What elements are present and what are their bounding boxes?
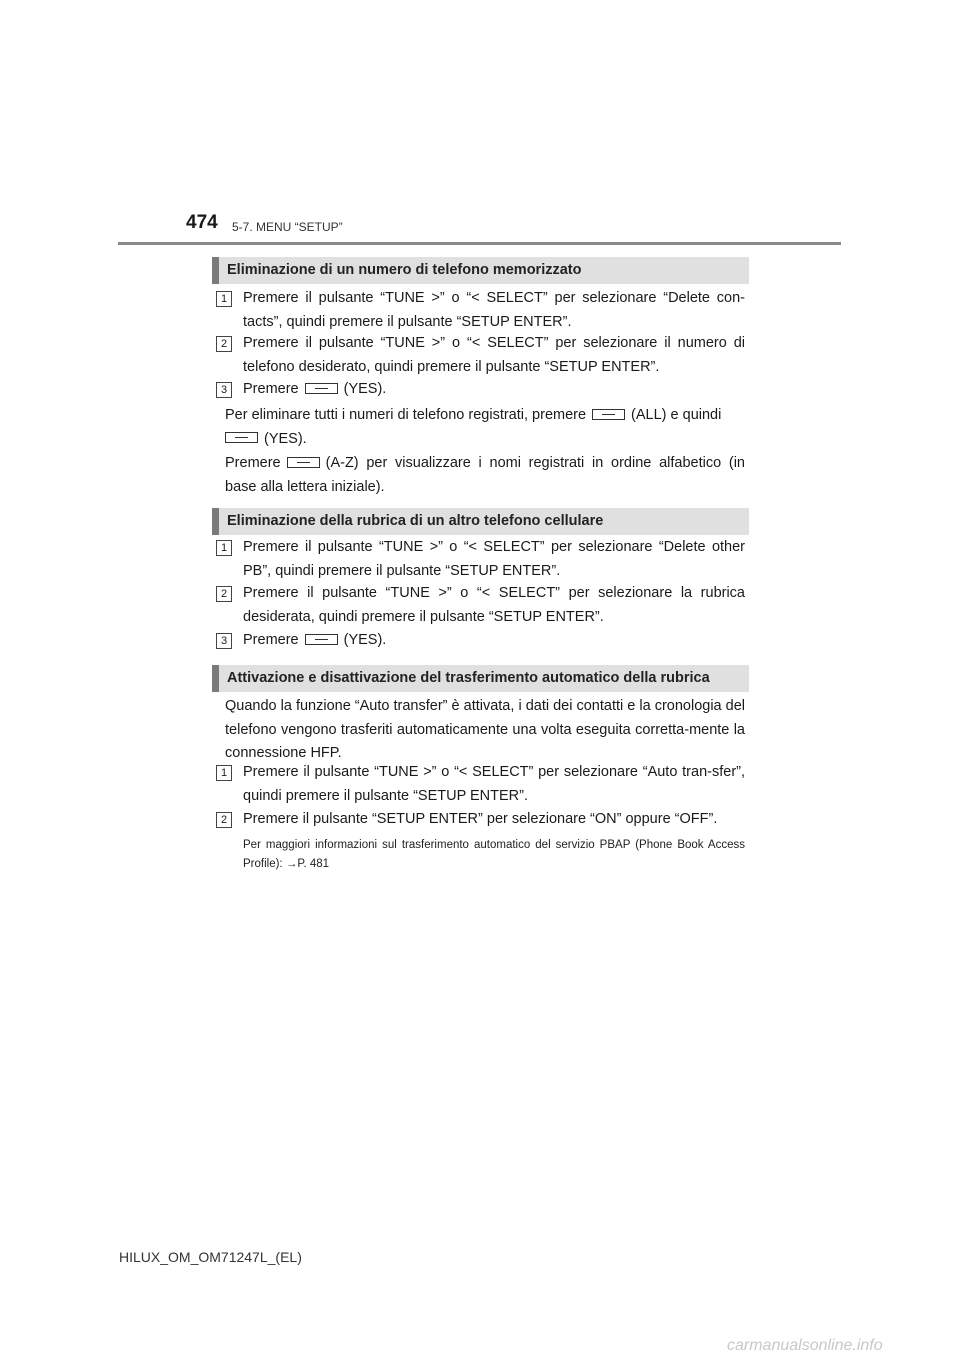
- paragraph: [225, 404, 745, 451]
- header-divider: [118, 242, 841, 245]
- page-number: 474: [186, 212, 218, 233]
- step-text-after: (YES).: [343, 632, 387, 648]
- step-text: [243, 629, 745, 653]
- key-icon: [225, 432, 258, 443]
- paragraph-part: (YES).: [264, 430, 307, 447]
- step-text: Premere il pulsante “SETUP ENTER” per selezionare “ON” oppure “OFF”.: [243, 811, 718, 827]
- step-text-before: Premere: [243, 632, 299, 648]
- key-icon: [305, 383, 338, 394]
- note-text: Per maggiori informazioni sul trasferimento automatico del servizio PBAP (Phone Book Access Profile): →P. 481: [243, 839, 745, 870]
- step-text: Premere il pulsante “TUNE >” o “< SELECT” per selezionare “Delete con-tacts”, quindi premere il pulsante “SETUP ENTER”.: [243, 290, 745, 330]
- step-text-before: Premere: [243, 381, 299, 397]
- step-number: 3: [216, 633, 232, 649]
- step-text: [243, 378, 745, 402]
- step-number: 3: [216, 382, 232, 398]
- paragraph-part: (ALL) e quindi: [631, 407, 722, 423]
- step-number: 1: [216, 540, 232, 556]
- step-number: 1: [216, 291, 232, 307]
- paragraph-part: Per eliminare tutti i numeri di telefono registrati, premere: [225, 407, 587, 423]
- step-text: Premere il pulsante “TUNE >” o “< SELECT” per selezionare “Auto tran-sfer”, quindi premere il pulsante “SETUP ENTER”.: [243, 764, 745, 804]
- key-icon: [305, 634, 338, 645]
- watermark: carmanualsonline.info: [727, 1337, 883, 1354]
- step-number: 2: [216, 812, 232, 828]
- step-text: Premere il pulsante “TUNE >” o “< SELECT” per selezionare la rubrica desiderata, quindi premere il pulsante “SETUP ENTER”.: [243, 585, 745, 625]
- paragraph: Quando la funzione “Auto transfer” è attivata, i dati dei contatti e la cronologia del telefono vengono trasferiti automaticamente una volta eseguita corretta-mente la connessione HFP.: [225, 698, 745, 761]
- paragraph-part: Premere: [225, 455, 281, 471]
- paragraph: [225, 452, 745, 499]
- section-header: Eliminazione della rubrica di un altro telefono cellulare: [212, 508, 749, 535]
- chapter-title: 5-7. MENU “SETUP”: [232, 220, 343, 234]
- key-icon: [592, 409, 625, 420]
- paragraph-part: (A-Z) per visualizzare i nomi registrati in ordine alfabetico (in base alla lettera iniziale).: [225, 455, 745, 495]
- footer-code: HILUX_OM_OM71247L_(EL): [119, 1249, 302, 1265]
- step-number: 2: [216, 586, 232, 602]
- step-text: Premere il pulsante “TUNE >” o “< SELECT” per selezionare “Delete other PB”, quindi premere il pulsante “SETUP ENTER”.: [243, 539, 745, 579]
- step-number: 2: [216, 336, 232, 352]
- step-text: Premere il pulsante “TUNE >” o “< SELECT” per selezionare il numero di telefono desiderato, quindi premere il pulsante “SETUP ENTER”.: [243, 335, 745, 375]
- step-text-after: (YES).: [343, 381, 387, 397]
- section-header: Attivazione e disattivazione del trasferimento automatico della rubrica: [212, 665, 749, 692]
- step-number: 1: [216, 765, 232, 781]
- key-icon: [287, 457, 320, 468]
- section-header: Eliminazione di un numero di telefono memorizzato: [212, 257, 749, 284]
